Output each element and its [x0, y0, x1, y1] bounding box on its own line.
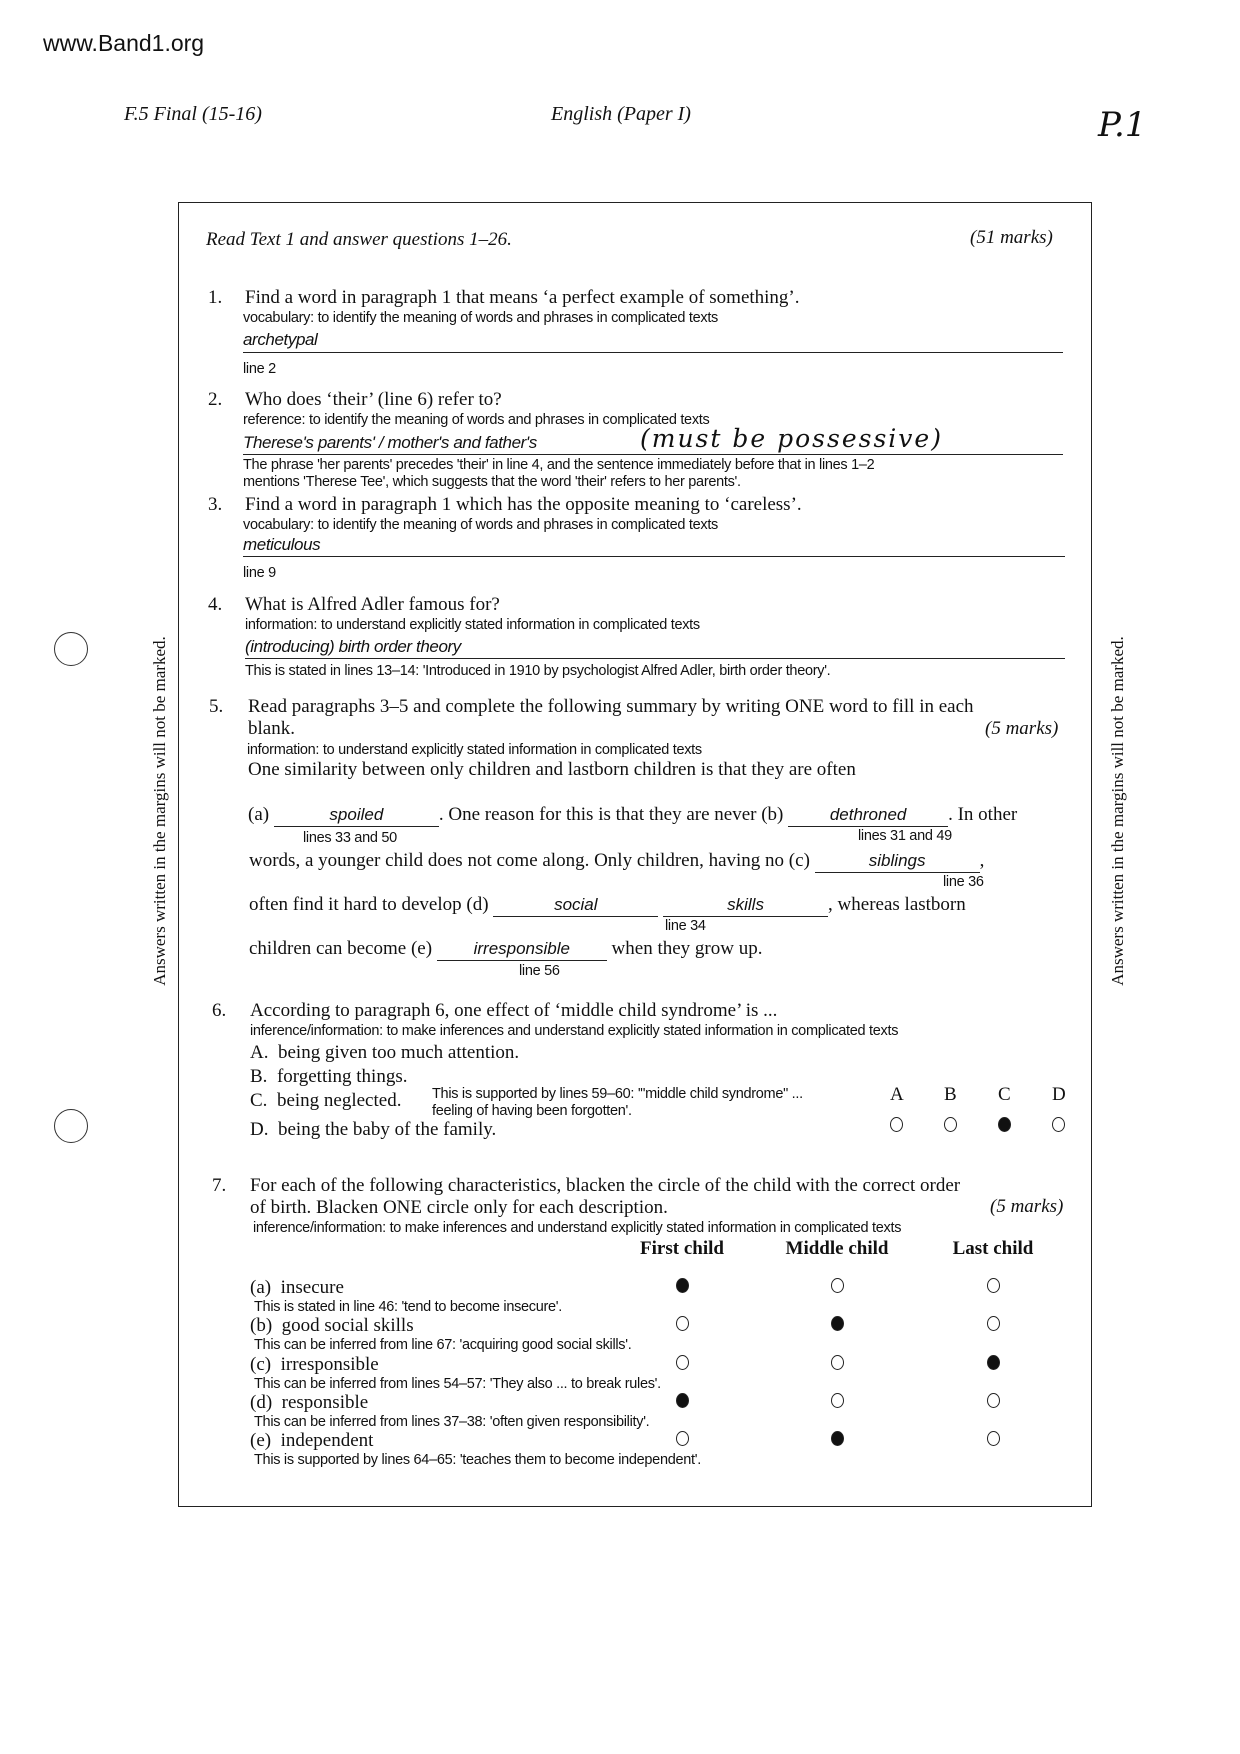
row-note: This is supported by lines 64–65: 'teaches them to become independent'. [254, 1452, 701, 1468]
blank-e[interactable] [437, 938, 607, 961]
q7-marks: (5 marks) [990, 1196, 1064, 1217]
q2-answer: Therese's parents' / mother's and father's [243, 433, 537, 452]
punch-hole [54, 1109, 88, 1143]
q4-note: This is stated in lines 13–14: 'Introduced in 1910 by psychologist Alfred Adler, birth order theory'. [245, 663, 831, 679]
choice-letter-b: B [944, 1084, 957, 1105]
row-label: (c) irresponsible [250, 1354, 379, 1375]
q4-text: What is Alfred Adler famous for? [245, 594, 500, 615]
watermark: www.Band1.org [43, 30, 205, 56]
row-label: (e) independent [250, 1430, 374, 1451]
answer-circle[interactable] [987, 1355, 1000, 1370]
answer-circle[interactable] [987, 1278, 1000, 1293]
choice-letter-d: D [1052, 1084, 1066, 1105]
q1-number: 1. [208, 287, 223, 308]
q5-text: . In other [948, 804, 1018, 825]
answer-d2: skills [727, 895, 764, 914]
q5-intro: One similarity between only children and lastborn children is that they are often [248, 759, 856, 780]
q5-text: , whereas lastborn [828, 894, 966, 915]
row-label: (a) insecure [250, 1277, 344, 1298]
exam-title: F.5 Final (15-16) [124, 103, 262, 125]
answer-b: dethroned [829, 805, 907, 824]
ref-a: lines 33 and 50 [303, 830, 397, 846]
q7-skill: inference/information: to make inferences and understand explicitly stated information in complicated texts [253, 1220, 902, 1236]
q5-text: , [979, 850, 985, 871]
q2-note: mentions 'Therese Tee', which suggests that the word 'their' refers to her parents'. [243, 474, 741, 490]
answer-circle[interactable] [831, 1278, 844, 1293]
answer-circle[interactable] [831, 1355, 844, 1370]
q3-ref: line 9 [243, 565, 276, 581]
q5-text: Read paragraphs 3–5 and complete the following summary by writing ONE word to fill in each [248, 696, 974, 717]
answer-c: siblings [868, 851, 926, 870]
blank-c[interactable] [815, 850, 980, 873]
q4-number: 4. [208, 594, 223, 615]
q5-text: . One reason for this is that they are never (b) [438, 804, 784, 825]
row-label: (d) responsible [250, 1392, 369, 1413]
blank-d1[interactable] [493, 894, 658, 917]
answer-circle[interactable] [676, 1278, 689, 1293]
margin-note-right: Answers written in the margins will not be marked. [1108, 636, 1127, 986]
row-note: This can be inferred from lines 37–38: 'often given responsibility'. [254, 1414, 650, 1430]
answer-circle[interactable] [831, 1393, 844, 1408]
blank-label: (a) [248, 804, 270, 825]
q1-answer: archetypal [243, 330, 318, 349]
q5-skill: information: to understand explicitly stated information in complicated texts [247, 742, 702, 758]
q6-note: This is supported by lines 59–60: '"middle child syndrome" ... [432, 1086, 803, 1102]
q5-line-2 [249, 850, 984, 873]
answer-circle[interactable] [987, 1393, 1000, 1408]
answer-d1: social [554, 895, 598, 914]
q3-skill: vocabulary: to identify the meaning of words and phrases in complicated texts [243, 517, 719, 533]
choice-letter-a: A [890, 1084, 904, 1105]
q5-text: words, a younger child does not come along. Only children, having no (c) [249, 850, 810, 871]
punch-hole [54, 632, 88, 666]
blank-a[interactable] [274, 804, 439, 827]
q7-number: 7. [212, 1175, 227, 1196]
q6-option-c: C. being neglected. [250, 1090, 402, 1111]
q6-skill: inference/information: to make inferences and understand explicitly stated information in complicated texts [250, 1023, 899, 1039]
q5-line-4 [249, 938, 762, 961]
page-mark: P.1 [1098, 105, 1147, 145]
q2-note: The phrase 'her parents' precedes 'their' in line 4, and the sentence immediately before that in lines 1–2 [243, 457, 875, 473]
q5-text: children can become (e) [249, 938, 433, 959]
answer-circle[interactable] [676, 1355, 689, 1370]
q5-number: 5. [209, 696, 224, 717]
q4-skill: information: to understand explicitly stated information in complicated texts [245, 617, 700, 633]
blank-d2[interactable] [663, 894, 828, 917]
q6-option-a: A. being given too much attention. [250, 1042, 520, 1063]
q2-text: Who does ‘their’ (line 6) refer to? [245, 389, 502, 410]
q4-answer: (introducing) birth order theory [245, 637, 461, 656]
answer-line [243, 556, 1065, 557]
blank-b[interactable] [788, 804, 948, 827]
q2-skill: reference: to identify the meaning of words and phrases in complicated texts [243, 412, 710, 428]
answer-circle[interactable] [676, 1393, 689, 1408]
column-header: First child [640, 1238, 724, 1259]
q1-text: Find a word in paragraph 1 that means ‘a perfect example of something’. [245, 287, 800, 308]
q6-option-d: D. being the baby of the family. [250, 1119, 497, 1140]
instructions: Read Text 1 and answer questions 1–26. [206, 229, 512, 250]
margin-note-left: Answers written in the margins will not be marked. [150, 636, 169, 986]
ref-c: line 36 [943, 874, 984, 890]
column-header: Last child [952, 1238, 1034, 1259]
q5-text: blank. [248, 718, 295, 739]
row-note: This can be inferred from line 67: 'acquiring good social skills'. [254, 1337, 632, 1353]
answer-circle[interactable] [987, 1431, 1000, 1446]
row-note: This can be inferred from lines 54–57: 'They also ... to break rules'. [254, 1376, 661, 1392]
q6-note: feeling of having been forgotten'. [432, 1103, 632, 1119]
choice-circle-c[interactable] [998, 1117, 1011, 1132]
choice-circle-b[interactable] [944, 1117, 957, 1132]
answer-a: spoiled [329, 805, 384, 824]
q1-skill: vocabulary: to identify the meaning of words and phrases in complicated texts [243, 310, 719, 326]
answer-circle[interactable] [831, 1316, 844, 1331]
row-label: (b) good social skills [250, 1315, 414, 1336]
column-header: Middle child [785, 1238, 889, 1259]
q3-text: Find a word in paragraph 1 which has the opposite meaning to ‘careless’. [245, 494, 802, 515]
answer-circle[interactable] [676, 1316, 689, 1331]
q6-option-b: B. forgetting things. [250, 1066, 408, 1087]
q3-answer: meticulous [243, 535, 321, 554]
q7-text: For each of the following characteristics, blacken the circle of the child with the correct order [250, 1175, 961, 1196]
q5-text: when they grow up. [611, 938, 763, 959]
row-note: This is stated in line 46: 'tend to become insecure'. [254, 1299, 563, 1315]
answer-line [243, 454, 1063, 455]
ref-d: line 34 [665, 918, 706, 934]
ref-b: lines 31 and 49 [858, 828, 952, 844]
answer-line [245, 658, 1065, 659]
q5-line-1 [248, 804, 1017, 827]
answer-circle[interactable] [831, 1431, 844, 1446]
q5-text: often find it hard to develop (d) [249, 894, 489, 915]
q7-text: of birth. Blacken ONE circle only for each description. [250, 1197, 668, 1218]
ref-e: line 56 [519, 963, 560, 979]
answer-circle[interactable] [987, 1316, 1000, 1331]
q5-line-3 [249, 894, 966, 917]
choice-letter-c: C [998, 1084, 1011, 1105]
q1-ref: line 2 [243, 361, 276, 377]
q6-number: 6. [212, 1000, 227, 1021]
paper-title: English (Paper I) [551, 103, 691, 125]
answer-e: irresponsible [473, 939, 570, 958]
q2-number: 2. [208, 389, 223, 410]
q2-handwritten-note: (must be possessive) [640, 424, 943, 453]
choice-circle-a[interactable] [890, 1117, 903, 1132]
q5-marks: (5 marks) [985, 718, 1059, 739]
answer-circle[interactable] [676, 1431, 689, 1446]
total-marks: (51 marks) [970, 227, 1053, 248]
answer-line [243, 352, 1063, 353]
q6-text: According to paragraph 6, one effect of ‘middle child syndrome’ is ... [250, 1000, 778, 1021]
q3-number: 3. [208, 494, 223, 515]
choice-circle-d[interactable] [1052, 1117, 1065, 1132]
